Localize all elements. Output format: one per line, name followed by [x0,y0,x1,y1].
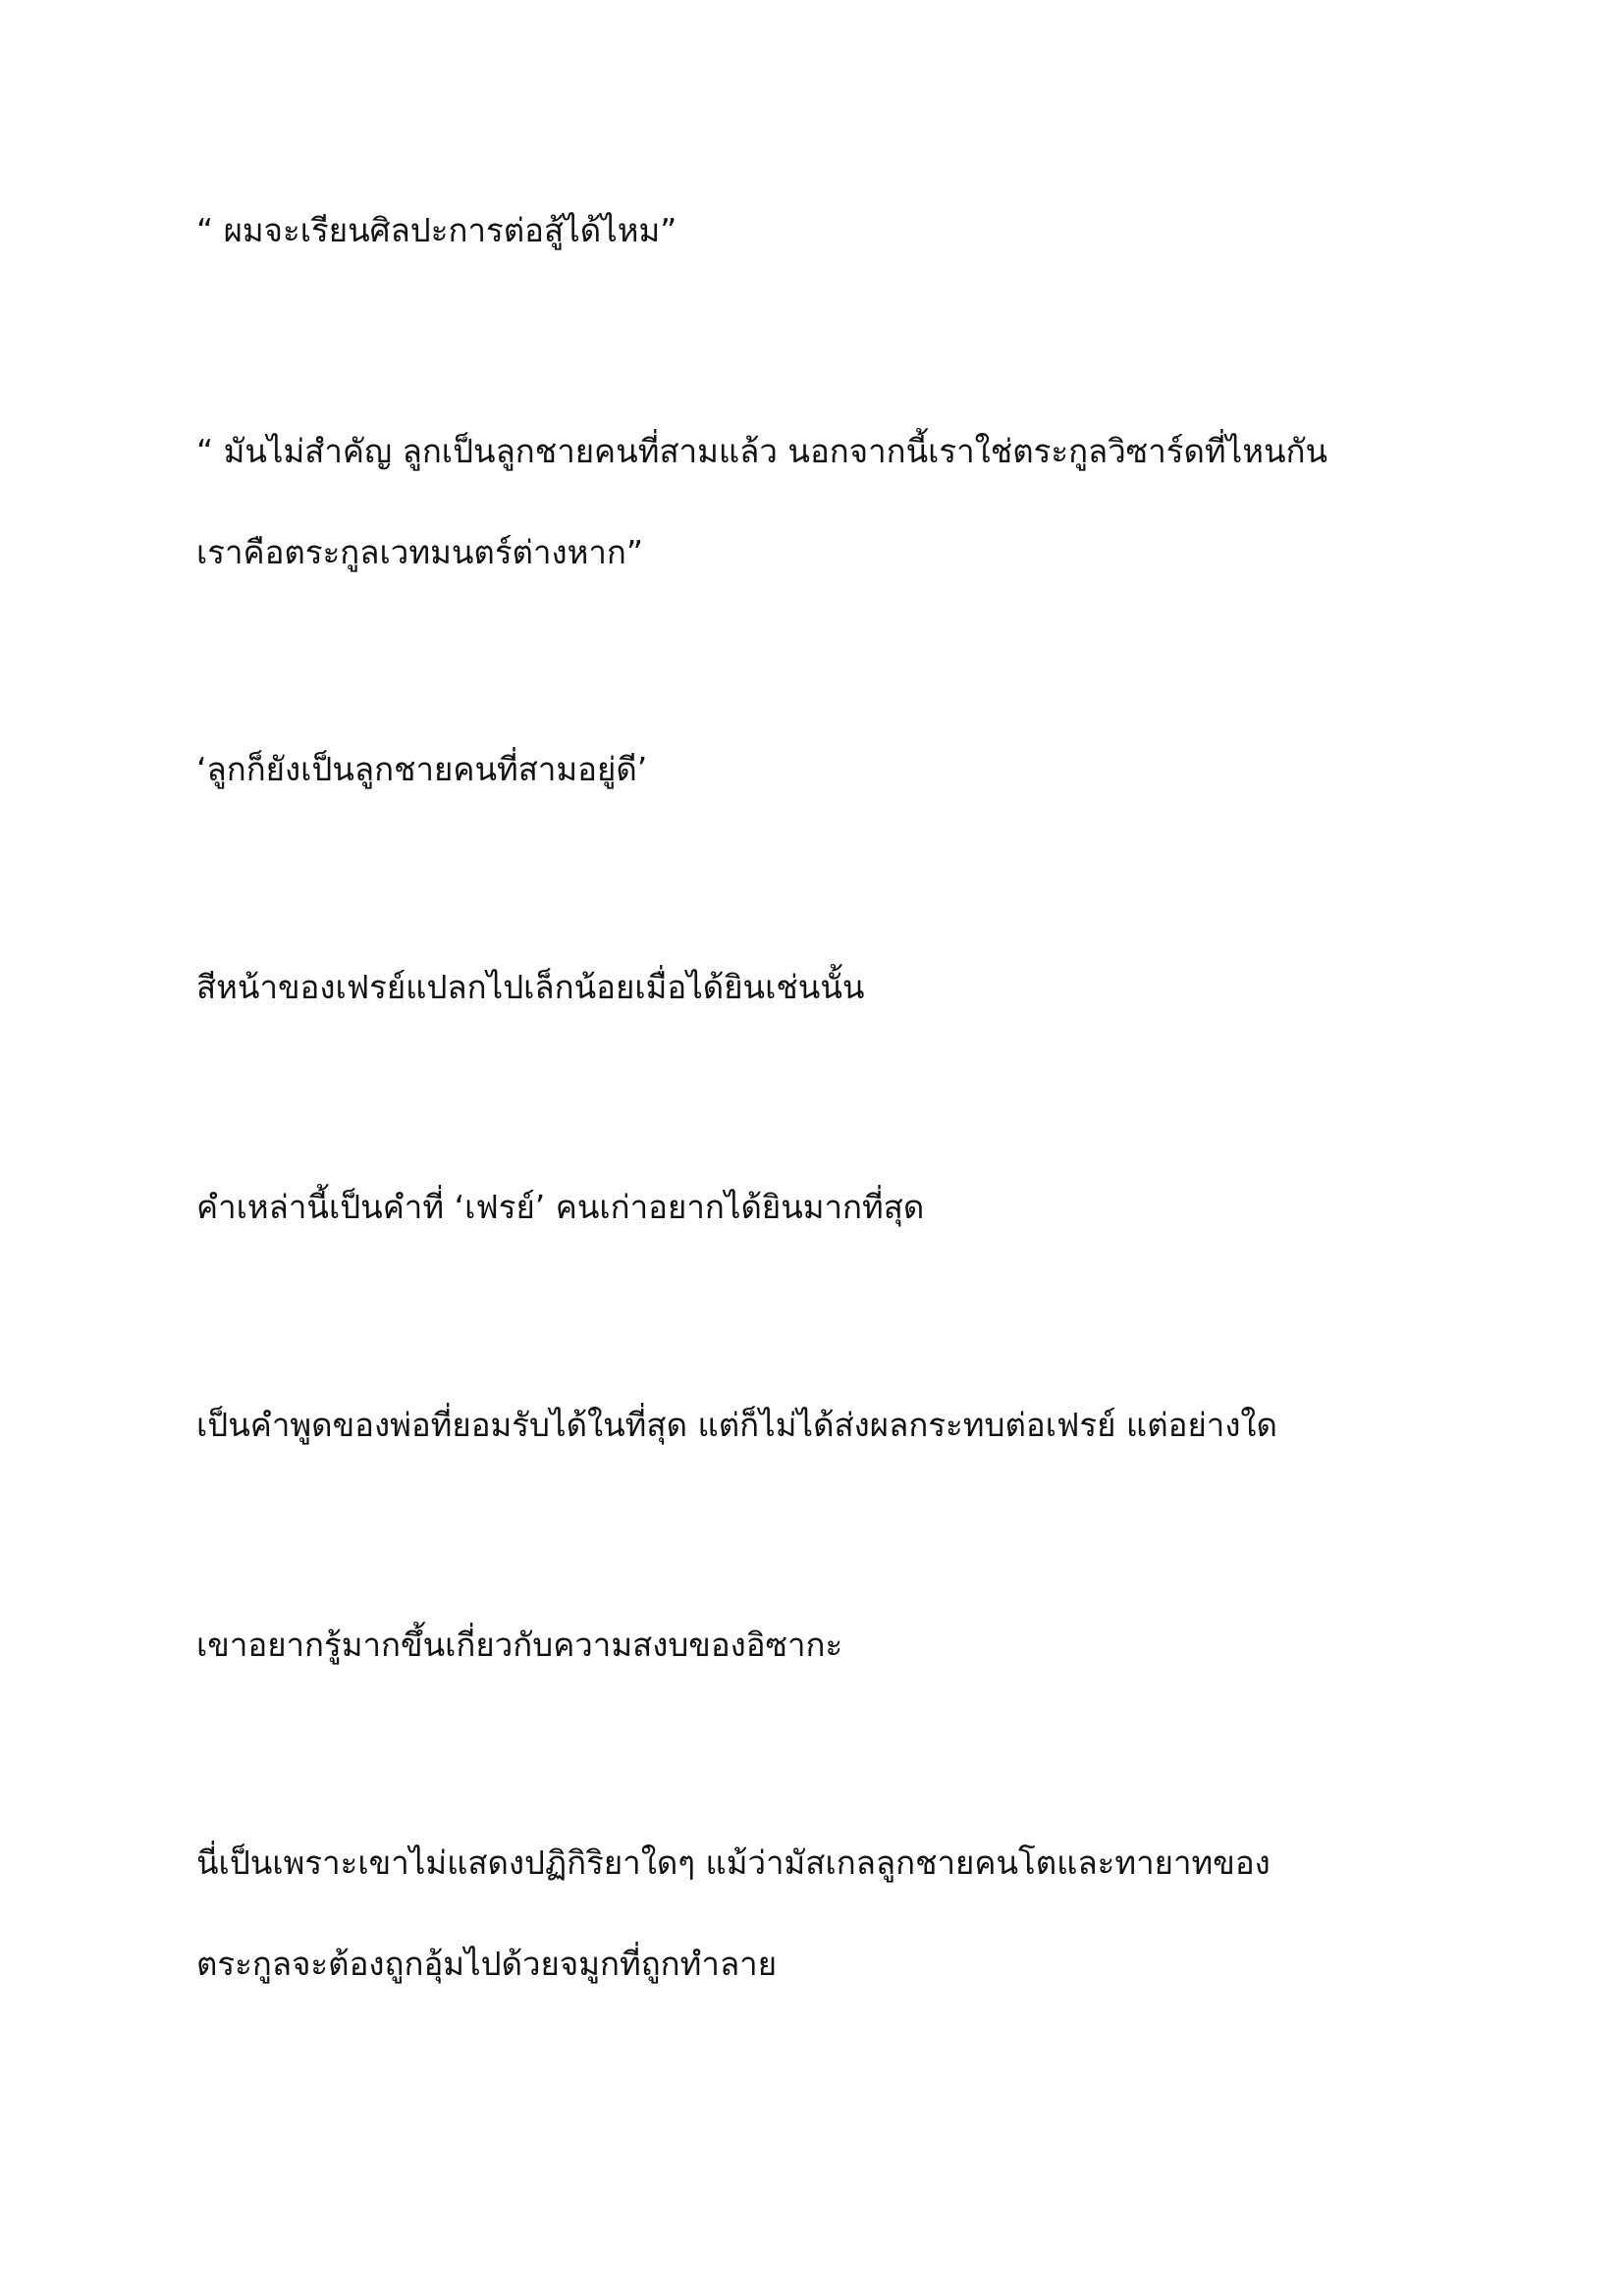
text-line: เขาอยากรู้มากขึ้นเกี่ยวกับความสงบของอิซากะ [196,1626,843,1664]
text-line: นี่เป็นเพราะเขาไม่แสดงปฏิกิริยาใดๆ แม้ว่ามัสเกลลูกชายคนโตและทายาทของ [196,1843,1271,1882]
text-line: คำเหล่านี้เป็นคำที่ ‘เฟรย์’ คนเก่าอยากได้ยินมากที่สุด [196,1188,925,1226]
text-line: ตระกูลจะต้องถูกอุ้มไปด้วยจมูกที่ถูกทำลาย [196,1945,778,1983]
text-line: “ ผมจะเรียนศิลปะการต่อสู้ได้ไหม” [196,211,677,249]
text-line: เราคือตระกูลเวทมนตร์ต่างหาก” [196,533,643,571]
paragraph-7 [196,1616,1434,1717]
text-line: ‘ลูกก็ยังเป็นลูกชายคนที่สามอยู่ดี’ [196,750,648,788]
text-line: เป็นคำพูดของพ่อที่ยอมรับได้ในที่สุด แต่ก็ไม่ได้ส่งผลกระทบต่อเฟรย์ แต่อย่างใด [196,1406,1277,1444]
text-line: สีหน้าของเฟรย์แปลกไปเล็กน้อยเมื่อได้ยินเช่นนั้น [196,968,865,1006]
paragraph-3 [196,740,1434,841]
paragraph-5 [196,1178,1434,1279]
paragraph-6 [196,1396,1434,1497]
paragraph-1 [196,201,1434,302]
text-line: “ มันไม่สำคัญ ลูกเป็นลูกชายคนที่สามแล้ว นอกจากนี้เราใช่ตระกูลวิซาร์ดที่ไหนกัน [196,432,1328,470]
paragraph-4 [196,958,1434,1059]
paragraph-8 [196,1834,1434,2036]
paragraph-2 [196,422,1434,624]
